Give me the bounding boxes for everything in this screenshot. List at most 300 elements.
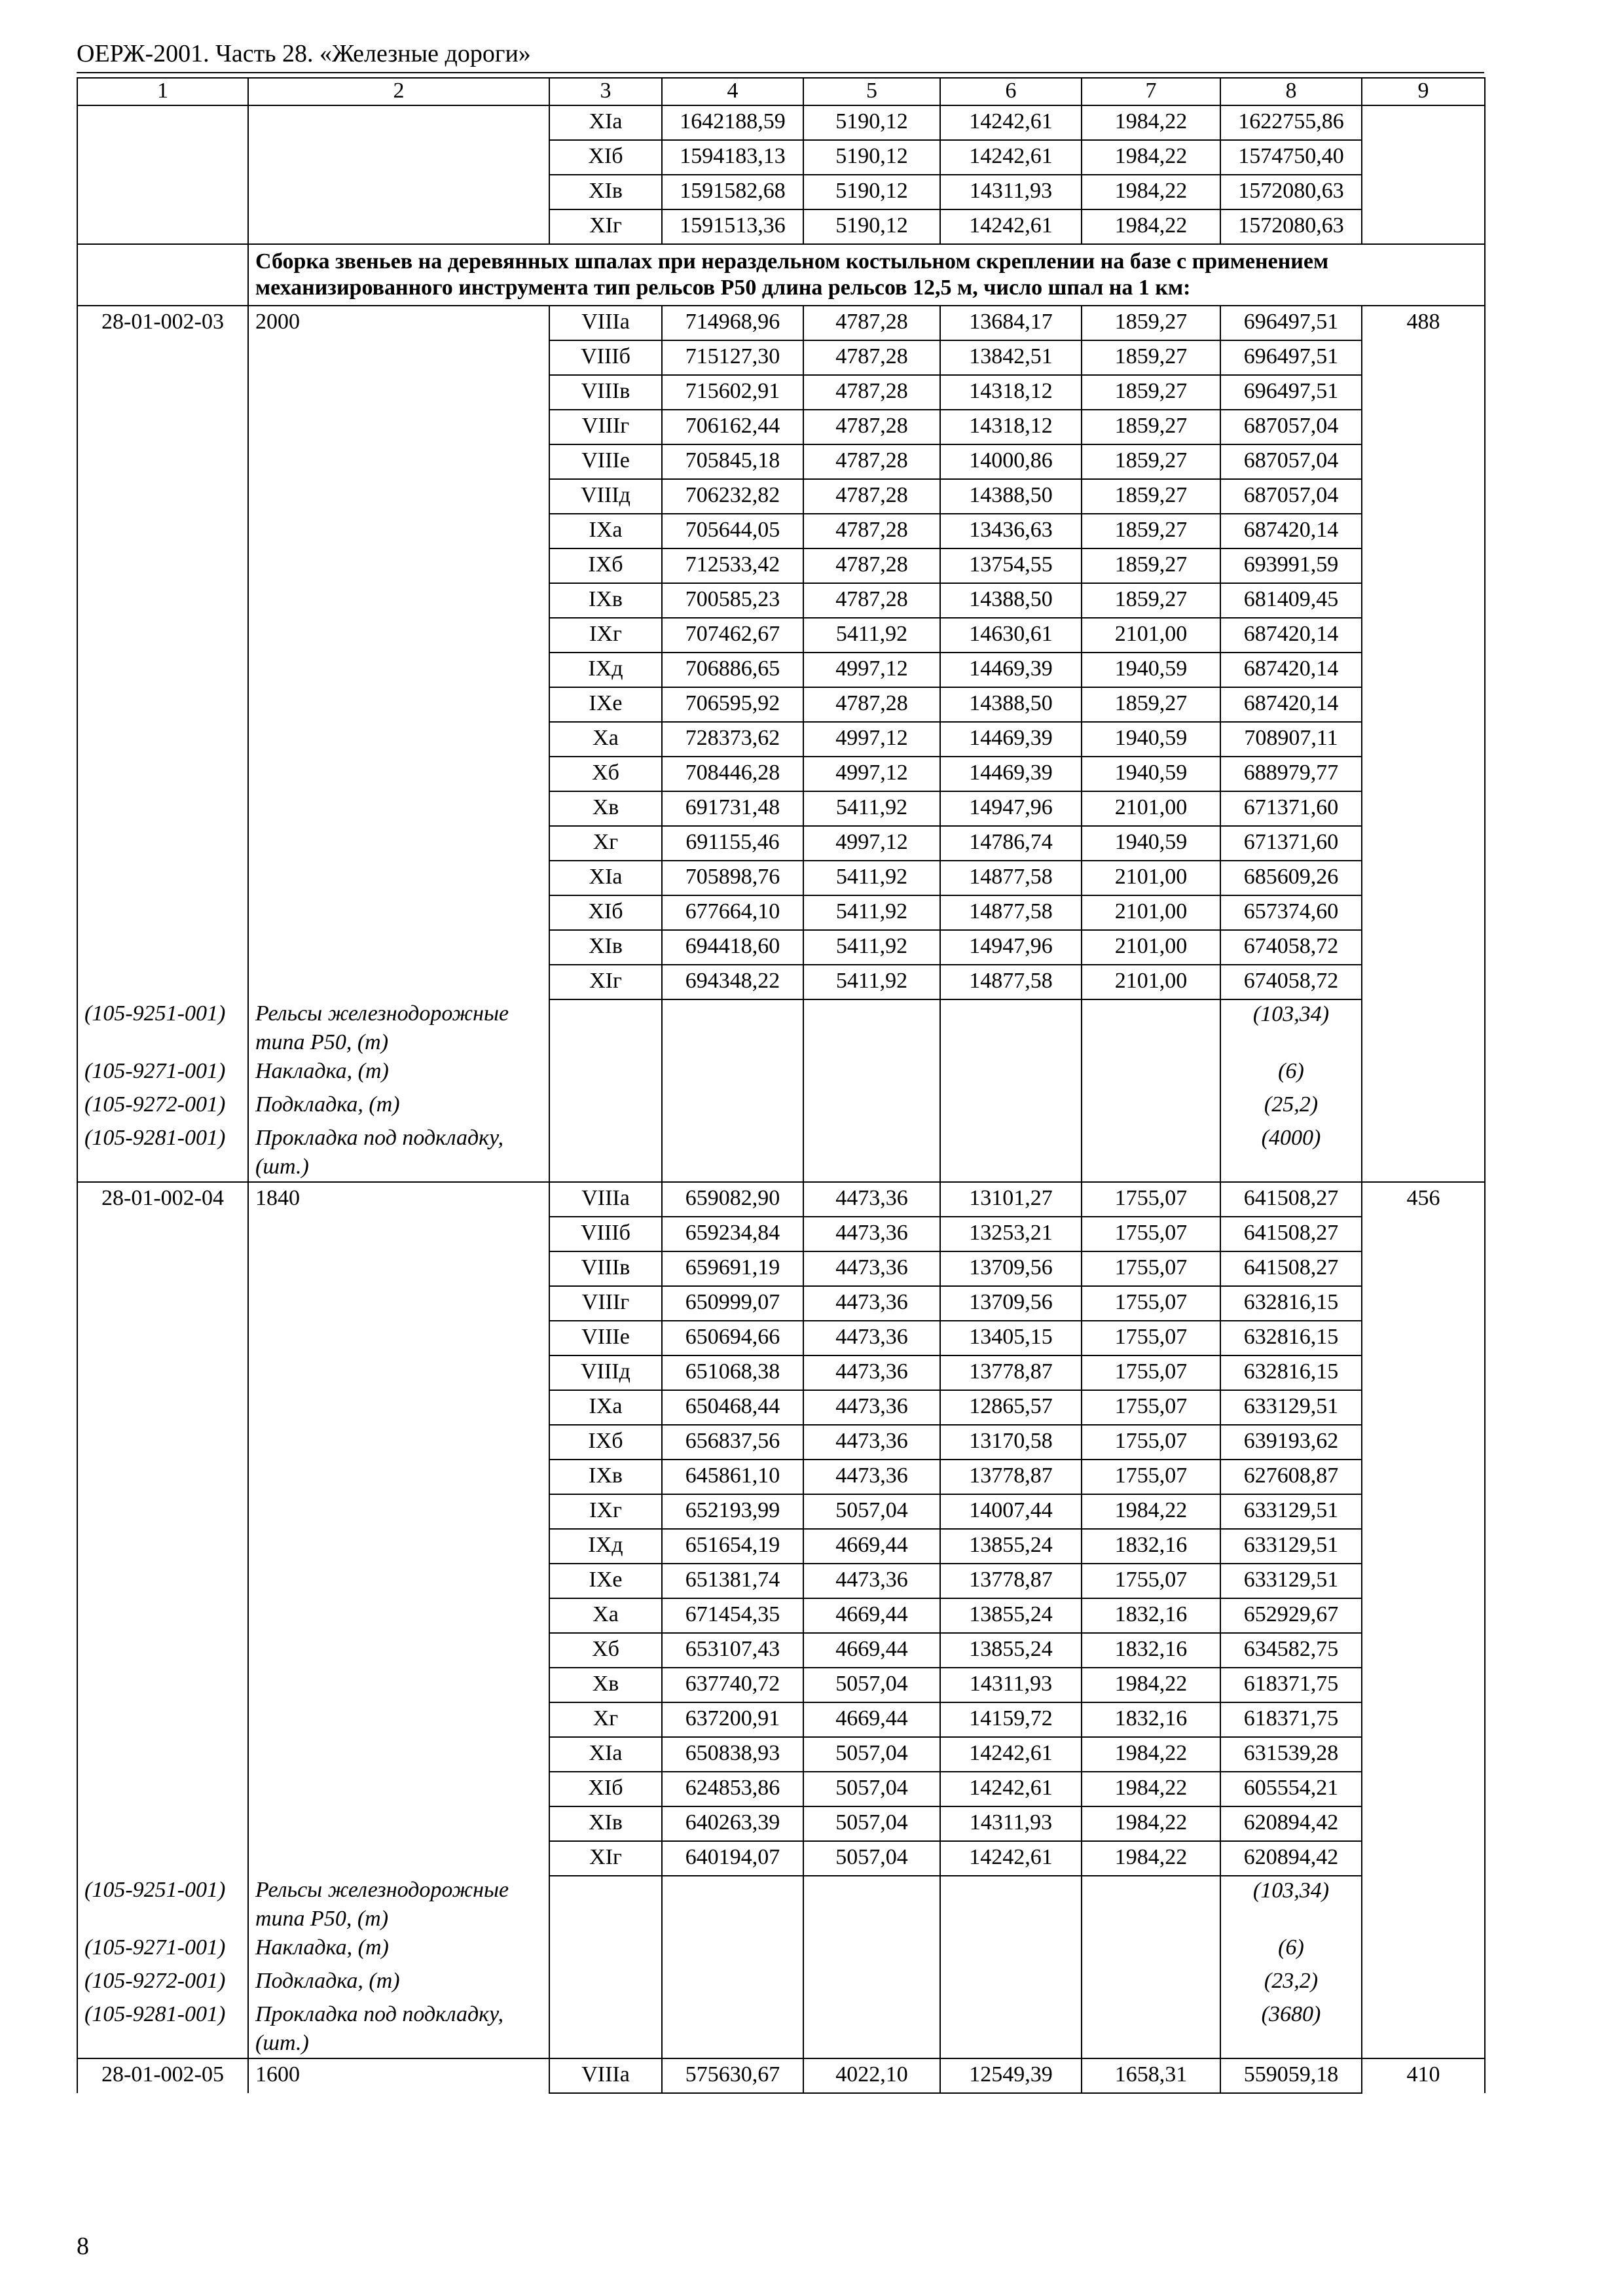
cost-col8: 671371,60 [1220,826,1362,861]
cost-col7: 1859,27 [1082,444,1220,479]
material-code: (105-9272-001) [77,1090,248,1124]
table-row [77,1841,1485,1876]
cost-col6: 14242,61 [940,1737,1082,1772]
cost-col8: 633129,51 [1220,1494,1362,1529]
zone-code: VIIIв [549,375,662,410]
cost-col5: 4787,28 [803,514,940,548]
cost-total: 705644,05 [662,514,803,548]
cost-col5: 5057,04 [803,1668,940,1702]
labor-value [1362,1390,1485,1425]
zone-code: VIIIе [549,1321,662,1355]
cost-col8: 632816,15 [1220,1286,1362,1321]
cost-total: 700585,23 [662,583,803,618]
rate-code [77,1355,248,1390]
rate-code [77,1494,248,1529]
cost-col7: 1859,27 [1082,514,1220,548]
zone-code: VIIIг [549,410,662,444]
zone-code: IXв [549,583,662,618]
unit-value [248,375,549,410]
unit-value [248,1425,549,1460]
zone-code: XIа [549,105,662,140]
cost-col7: 1755,07 [1082,1321,1220,1355]
material-code: (105-9281-001) [77,2000,248,2058]
unit-value [248,722,549,757]
cost-col6: 14159,72 [940,1702,1082,1737]
cost-col8: 674058,72 [1220,965,1362,999]
rate-code [77,1425,248,1460]
zone-code: XIг [549,209,662,244]
unit-value [248,1529,549,1564]
cost-col7: 1984,22 [1082,1806,1220,1841]
table-row [77,1772,1485,1806]
cost-col8: 641508,27 [1220,1182,1362,1217]
rate-code [77,105,248,140]
cost-col5: 5190,12 [803,209,940,244]
cost-col5: 4997,12 [803,826,940,861]
column-number: 8 [1220,78,1362,105]
zone-code: XIа [549,1737,662,1772]
rate-code [77,1702,248,1737]
empty-cell [803,999,940,1057]
cost-col7: 1755,07 [1082,1564,1220,1598]
unit-value [248,791,549,826]
cost-col5: 5411,92 [803,965,940,999]
labor-value [1362,826,1485,861]
labor-value [1362,140,1485,175]
cost-col6: 14947,96 [940,791,1082,826]
table-row [77,1390,1485,1425]
zone-code: IXб [549,1425,662,1460]
empty-cell [1362,1967,1485,2000]
zone-code: XIг [549,1841,662,1876]
cost-total: 715602,91 [662,375,803,410]
cost-col6: 13778,87 [940,1355,1082,1390]
rate-code [77,1251,248,1286]
material-code: (105-9251-001) [77,1876,248,1933]
cost-col7: 1940,59 [1082,757,1220,791]
zone-code: Xв [549,1668,662,1702]
cost-col6: 13709,56 [940,1286,1082,1321]
unit-value [248,687,549,722]
unit-value [248,1702,549,1737]
material-value: (103,34) [1220,999,1362,1057]
page-number: 8 [77,2233,89,2260]
cost-total: 659234,84 [662,1217,803,1251]
unit-value [248,618,549,653]
cost-col8: 633129,51 [1220,1390,1362,1425]
cost-col5: 4473,36 [803,1425,940,1460]
cost-col6: 14242,61 [940,1772,1082,1806]
cost-col8: 652929,67 [1220,1598,1362,1633]
cost-total: 659691,19 [662,1251,803,1286]
unit-value [248,444,549,479]
cost-col6: 14877,58 [940,861,1082,895]
cost-col8: 681409,45 [1220,583,1362,618]
rate-code [77,410,248,444]
cost-col6: 14877,58 [940,895,1082,930]
cost-col7: 2101,00 [1082,895,1220,930]
labor-value [1362,175,1485,209]
zone-code: IXг [549,618,662,653]
cost-col8: 641508,27 [1220,1251,1362,1286]
cost-col5: 4473,36 [803,1217,940,1251]
rate-code [77,1841,248,1876]
rates-table [77,77,1486,2094]
cost-total: 650999,07 [662,1286,803,1321]
cost-col5: 5057,04 [803,1841,940,1876]
labor-value [1362,105,1485,140]
empty-cell [940,1967,1082,2000]
empty-cell [803,1090,940,1124]
cost-col7: 1755,07 [1082,1390,1220,1425]
cost-col8: 618371,75 [1220,1668,1362,1702]
cost-col5: 4787,28 [803,375,940,410]
cost-col5: 4669,44 [803,1529,940,1564]
cost-col8: 620894,42 [1220,1841,1362,1876]
cost-total: 694348,22 [662,965,803,999]
rate-code [77,618,248,653]
rate-code [77,722,248,757]
cost-col8: 1572080,63 [1220,175,1362,209]
rate-code: 28-01-002-03 [77,306,248,340]
cost-col8: 687420,14 [1220,653,1362,687]
zone-code: XIв [549,175,662,209]
cost-col5: 4473,36 [803,1182,940,1217]
table-row [77,514,1485,548]
table-row [77,1251,1485,1286]
cost-col7: 1859,27 [1082,479,1220,514]
column-number: 7 [1082,78,1220,105]
cost-col8: 657374,60 [1220,895,1362,930]
cost-col8: 632816,15 [1220,1321,1362,1355]
unit-value [248,1806,549,1841]
cost-col6: 13778,87 [940,1460,1082,1494]
cost-total: 1591582,68 [662,175,803,209]
cost-total: 1594183,13 [662,140,803,175]
cost-col5: 5057,04 [803,1737,940,1772]
rate-code [77,479,248,514]
material-value: (25,2) [1220,1090,1362,1124]
unit-value [248,895,549,930]
header-rule [77,72,1484,73]
cost-col7: 1984,22 [1082,140,1220,175]
cost-total: 706886,65 [662,653,803,687]
unit-value [248,105,549,140]
section-row [77,244,1485,306]
material-code: (105-9272-001) [77,1967,248,2000]
rate-code [77,1668,248,1702]
cost-col7: 1755,07 [1082,1251,1220,1286]
cost-col6: 13778,87 [940,1564,1082,1598]
labor-value [1362,653,1485,687]
rate-code [77,1633,248,1668]
cost-total: 705845,18 [662,444,803,479]
zone-code: IXб [549,548,662,583]
rate-code [77,965,248,999]
empty-cell [1362,1124,1485,1182]
empty-cell [1082,1090,1220,1124]
rate-code [77,1390,248,1425]
column-number: 1 [77,78,248,105]
zone-code: VIIIе [549,444,662,479]
table-row [77,140,1485,175]
empty-cell [549,1124,662,1182]
cost-col5: 4473,36 [803,1321,940,1355]
cost-col6: 14242,61 [940,1841,1082,1876]
cost-col7: 1755,07 [1082,1460,1220,1494]
cost-col5: 4669,44 [803,1702,940,1737]
empty-cell [803,1933,940,1967]
cost-total: 705898,76 [662,861,803,895]
table-row [77,209,1485,244]
cost-col6: 13170,58 [940,1425,1082,1460]
cost-total: 706595,92 [662,687,803,722]
cost-total: 677664,10 [662,895,803,930]
cost-col8: 674058,72 [1220,930,1362,965]
cost-col5: 5411,92 [803,930,940,965]
material-name: Подкладка, (т) [248,1967,549,2000]
cost-col6: 13855,24 [940,1633,1082,1668]
labor-value [1362,1668,1485,1702]
rate-code [77,1286,248,1321]
cost-col8: 1572080,63 [1220,209,1362,244]
zone-code: XIб [549,140,662,175]
cost-col8: 696497,51 [1220,340,1362,375]
cost-col6: 13842,51 [940,340,1082,375]
cost-total: 691731,48 [662,791,803,826]
cost-col5: 4787,28 [803,687,940,722]
table-row [77,1494,1485,1529]
table-row [77,1460,1485,1494]
zone-code: XIа [549,861,662,895]
unit-value [248,1251,549,1286]
rate-code [77,209,248,244]
cost-col8: 618371,75 [1220,1702,1362,1737]
labor-value: 410 [1362,2058,1485,2093]
cost-col7: 1755,07 [1082,1217,1220,1251]
material-value: (4000) [1220,1124,1362,1182]
unit-value [248,1668,549,1702]
cost-col6: 14311,93 [940,1806,1082,1841]
table-row [77,861,1485,895]
zone-code: XIв [549,930,662,965]
table-row [77,1286,1485,1321]
table-row [77,965,1485,999]
unit-value [248,175,549,209]
material-row [77,1876,1485,1933]
zone-code: IXа [549,514,662,548]
cost-col7: 2101,00 [1082,930,1220,965]
empty-cell [662,1967,803,2000]
labor-value [1362,722,1485,757]
cost-col6: 14388,50 [940,583,1082,618]
table-row [77,375,1485,410]
material-value: (6) [1220,1057,1362,1090]
cost-col7: 1859,27 [1082,410,1220,444]
zone-code: Xа [549,1598,662,1633]
cost-total: 694418,60 [662,930,803,965]
column-number: 6 [940,78,1082,105]
zone-code: IXд [549,653,662,687]
table-row [77,826,1485,861]
rate-code [77,1217,248,1251]
labor-value [1362,1251,1485,1286]
unit-value [248,209,549,244]
empty-cell [940,1057,1082,1090]
labor-value [1362,375,1485,410]
empty-cell [803,2000,940,2058]
cost-col5: 5411,92 [803,618,940,653]
table-row [77,687,1485,722]
cost-col5: 4787,28 [803,444,940,479]
labor-value [1362,1598,1485,1633]
table-row [77,618,1485,653]
cost-col8: 687057,04 [1220,479,1362,514]
cost-total: 624853,86 [662,1772,803,1806]
cost-col8: 627608,87 [1220,1460,1362,1494]
cost-col8: 687420,14 [1220,514,1362,548]
cost-col6: 12549,39 [940,2058,1082,2093]
rate-code [77,1460,248,1494]
material-value: (103,34) [1220,1876,1362,1933]
cost-col7: 1940,59 [1082,653,1220,687]
table-row [77,306,1485,340]
unit-value [248,410,549,444]
material-name: Накладка, (т) [248,1933,549,1967]
cost-col5: 5057,04 [803,1806,940,1841]
cost-total: 651068,38 [662,1355,803,1390]
table-row [77,410,1485,444]
material-code: (105-9271-001) [77,1057,248,1090]
cost-col8: 1622755,86 [1220,105,1362,140]
empty-cell [662,2000,803,2058]
cost-total: 691155,46 [662,826,803,861]
zone-code: IXд [549,1529,662,1564]
empty-cell [1362,2000,1485,2058]
cost-total: 671454,35 [662,1598,803,1633]
labor-value [1362,479,1485,514]
empty-cell [1082,1876,1220,1933]
cost-col7: 1832,16 [1082,1633,1220,1668]
cost-col8: 633129,51 [1220,1529,1362,1564]
cost-total: 651654,19 [662,1529,803,1564]
empty-cell [662,1057,803,1090]
table-row [77,583,1485,618]
cost-total: 651381,74 [662,1564,803,1598]
cost-col7: 1755,07 [1082,1182,1220,1217]
cost-total: 637740,72 [662,1668,803,1702]
material-name: Рельсы железнодорожные типа Р50, (т) [248,999,549,1057]
empty-cell [1362,1090,1485,1124]
cost-col5: 4669,44 [803,1633,940,1668]
unit-value [248,653,549,687]
material-row [77,1124,1485,1182]
column-number: 9 [1362,78,1485,105]
material-row [77,999,1485,1057]
cost-col6: 14242,61 [940,140,1082,175]
zone-code: VIIIв [549,1251,662,1286]
page-header: ОЕРЖ-2001. Часть 28. «Железные дороги» [77,40,531,67]
labor-value: 488 [1362,306,1485,340]
cost-total: 715127,30 [662,340,803,375]
column-number-row [77,78,1485,105]
labor-value [1362,1286,1485,1321]
table-row [77,757,1485,791]
labor-value [1362,1633,1485,1668]
zone-code: XIб [549,1772,662,1806]
unit-value: 1840 [248,1182,549,1217]
cost-col6: 14242,61 [940,105,1082,140]
labor-value: 456 [1362,1182,1485,1217]
material-code: (105-9271-001) [77,1933,248,1967]
rate-code: 28-01-002-05 [77,2058,248,2093]
cost-col7: 2101,00 [1082,791,1220,826]
labor-value [1362,548,1485,583]
unit-value [248,1286,549,1321]
labor-value [1362,965,1485,999]
cost-col6: 14947,96 [940,930,1082,965]
empty-cell [803,1057,940,1090]
cost-col8: 634582,75 [1220,1633,1362,1668]
empty-cell [803,1124,940,1182]
empty-cell [1082,1933,1220,1967]
cost-col5: 5411,92 [803,895,940,930]
cost-col8: 1574750,40 [1220,140,1362,175]
unit-value [248,930,549,965]
empty-cell [1082,1967,1220,2000]
cost-col7: 1832,16 [1082,1702,1220,1737]
zone-code: Xб [549,1633,662,1668]
column-number: 3 [549,78,662,105]
unit-value [248,1841,549,1876]
table-row [77,1598,1485,1633]
cost-total: 712533,42 [662,548,803,583]
unit-value [248,1564,549,1598]
cost-col8: 605554,21 [1220,1772,1362,1806]
table-row [77,105,1485,140]
table-row [77,1355,1485,1390]
zone-code: XIб [549,895,662,930]
cost-col8: 688979,77 [1220,757,1362,791]
table-row [77,1425,1485,1460]
empty-cell [940,1933,1082,1967]
material-row [77,1933,1485,1967]
cost-col6: 14469,39 [940,722,1082,757]
unit-value [248,583,549,618]
cost-total: 645861,10 [662,1460,803,1494]
cost-col7: 2101,00 [1082,965,1220,999]
labor-value [1362,514,1485,548]
unit-value [248,1494,549,1529]
zone-code: IXв [549,1460,662,1494]
zone-code: Xг [549,1702,662,1737]
empty-cell [549,1967,662,2000]
cost-col7: 1755,07 [1082,1425,1220,1460]
rate-code [77,1772,248,1806]
rate-code [77,1737,248,1772]
zone-code: IXе [549,1564,662,1598]
cost-total: 640194,07 [662,1841,803,1876]
labor-value [1362,1806,1485,1841]
labor-value [1362,209,1485,244]
labor-value [1362,895,1485,930]
cost-col7: 1859,27 [1082,306,1220,340]
cost-col7: 1755,07 [1082,1355,1220,1390]
rate-code [77,930,248,965]
cost-col6: 14318,12 [940,410,1082,444]
cost-col6: 14630,61 [940,618,1082,653]
cost-col7: 1984,22 [1082,209,1220,244]
